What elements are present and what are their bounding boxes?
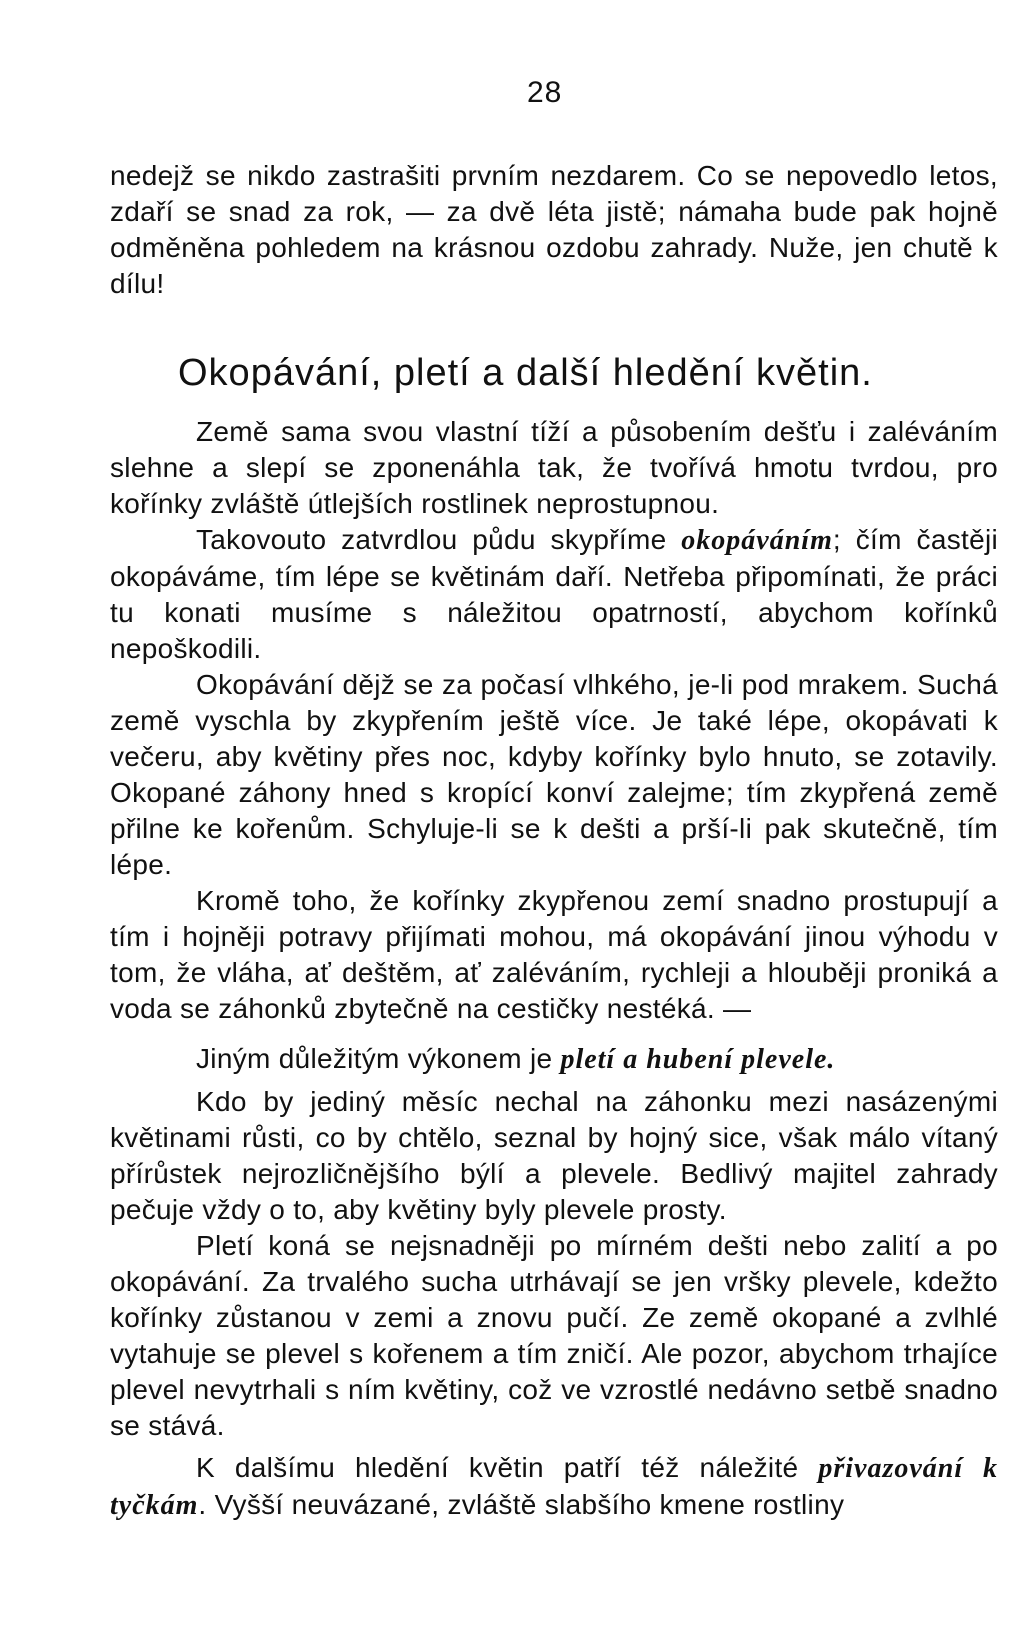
term-privazovani: přivazování k tyčkám [110, 1453, 998, 1521]
paragraph-6: Kdo by jediný měsíc nechal na záhonku mezi nasázenými květinami růsti, co by chtělo, seznal by hojný sice, však málo vítaný přírůstek nejrozličnějšího býlí a plevele. Bedlivý majitel zahrady pečuje vždy o to, aby květiny byly plevele prosty. [110, 1086, 998, 1225]
paragraph-2 [110, 522, 998, 667]
term-okopavani: okopáváním [681, 525, 833, 556]
paragraph-7: Pletí koná se nejsnadněji po mírném dešti nebo zalití a po okopávání. Za trvalého sucha utrhávají se jen vršky plevele, kdežto kořínky zůstanou v zemi a znovu pučí. Ze země okopané a zvlhlé vytahuje se plevel s kořenem a tím zničí. Ale pozor, abychom trhajíce plevel nevytrhali s ním květiny, což ve vzrostlé nedávno setbě snadno se stává. [110, 1230, 998, 1441]
paragraph-3: Okopávání dějž se za počasí vlhkého, je-li pod mrakem. Suchá země vyschla by zkypřením ještě více. Je také lépe, okopávati k večeru, aby květiny přes noc, kdyby kořínky bylo hnuto, se zotavily. Okopané záhony hned s kropící konví zalejme; tím zkypřená země přilne ke kořenům. Schyluje-li se k dešti a prší-li pak skutečně, tím lépe. [110, 669, 998, 880]
paragraph-5 [110, 1041, 998, 1078]
paragraph-2-rest: ; čím častěji okopáváme, tím lépe se květinám daří. Netřeba připomínati, že práci tu konati musíme s náležitou opatrností, abychom kořínků nepoškodili. [110, 524, 998, 664]
paragraph-8-lead: K dalšímu hledění květin patří též náležité [196, 1452, 819, 1483]
paragraph-8 [110, 1450, 998, 1524]
paragraph-8-rest: . Vyšší neuvázané, zvláště slabšího kmene rostliny [198, 1489, 845, 1520]
paragraph-1: Země sama svou vlastní tíží a působením dešťu i zaléváním slehne a slepí se zponenáhla tak, že tvořívá hmotu tvrdou, pro kořínky zvláště útlejších rostlinek neprostupnou. [110, 416, 998, 519]
paragraph-5-lead: Jiným důležitým výkonem je [196, 1043, 561, 1074]
section-heading: Okopávání, pletí a další hledění květin. [178, 352, 873, 394]
page-number: 28 [527, 76, 563, 109]
term-pleti: pletí a hubení plevele. [560, 1044, 836, 1075]
intro-paragraph: nedejž se nikdo zastrašiti prvním nezdarem. Co se nepovedlo letos, zdaří se snad za rok, — za dvě léta jistě; námaha bude pak hojně odměněna pohledem na krásnou ozdobu zahrady. Nuže, jen chutě k dílu! [110, 160, 998, 299]
section-body [110, 414, 998, 1524]
paragraph-2-lead: Takovouto zatvrdlou půdu skypříme [196, 524, 682, 555]
intro-text [110, 158, 998, 302]
paragraph-4: Kromě toho, že kořínky zkypřenou zemí snadno prostupují a tím i hojněji potravy přijímati mohou, má okopávání jinou výhodu v tom, že vláha, ať deštěm, ať zaléváním, rychleji a hlouběji proniká a voda se záhonků zbytečně na cestičky nestéká. — [110, 885, 998, 1024]
